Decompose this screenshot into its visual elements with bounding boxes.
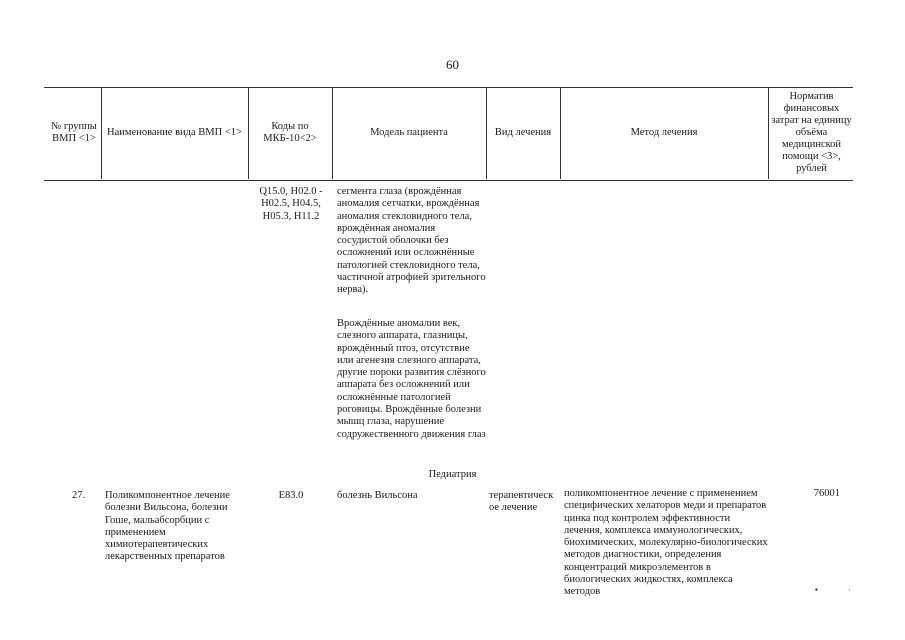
header-treatment-method: Метод лечения [630,127,698,138]
header-patient-model: Модель пациента [370,127,448,138]
row-patient-model: болезнь Вильсона [337,490,418,501]
row-treatment-type: терапевтическ ое лечение [489,490,554,514]
row-icd-code: E83.0 [278,490,304,501]
scan-speck: ▪ [815,585,818,594]
header-group-number: № группы ВМП <1> [51,121,97,144]
page-number: 60 [446,57,459,72]
patient-model-text: сегмента глаза (врождённая аномалия сетчатки, врождённая аномалия стекловидного тела, врождённая аномалия сосудистой оболочки без осложнений или осложнённые патологией стекловидного тела, частичной атрофией зрительного нерва). [337,186,486,296]
section-title: Педиатрия [428,469,477,480]
patient-model-text: Врождённые аномалии век, слезного аппарата, глазницы, врождённый птоз, отсутствие или агенезия слезного аппарата, другие пороки развития слёзного аппарата без осложнений или осложнённые патологией роговицы. Врождённые болезни мышц глаза, нарушение содружественного движения глаз [337,318,486,440]
icd-codes-cell: Q15.0, H02.0 - H02.5, H04.5, H05.3, H11.2 [259,186,323,222]
row-treatment-method: поликомпонентное лечение с применением специфических хелаторов меди и препаратов цинка под контролем эффективности лечения, комплекса иммунологических, биохимических, молекулярно-биологических методов диагностики, определения концентраций микроэлементов в биологических жидкостях, комплекса методов [564,488,768,598]
row-cost-value: 76001 [813,488,840,499]
header-vmp-name: Наименование вида ВМП <1> [107,127,242,138]
header-treatment-type: Вид лечения [494,127,552,138]
row-vmp-name: Поликомпонентное лечение болезни Вильсона, болезни Гоше, мальабсорбции с применением химиотерапевтических лекарственных препаратов [105,490,230,563]
header-cost-norm: Норматив финансовых затрат на единицу объёма медицинской помощи <3>, рублей [771,91,852,174]
header-icd-codes: Коды по МКБ-10<2> [263,121,317,144]
column-divider [768,87,769,179]
scan-speck: · [848,586,851,595]
row-group-number: 27. [72,490,86,501]
